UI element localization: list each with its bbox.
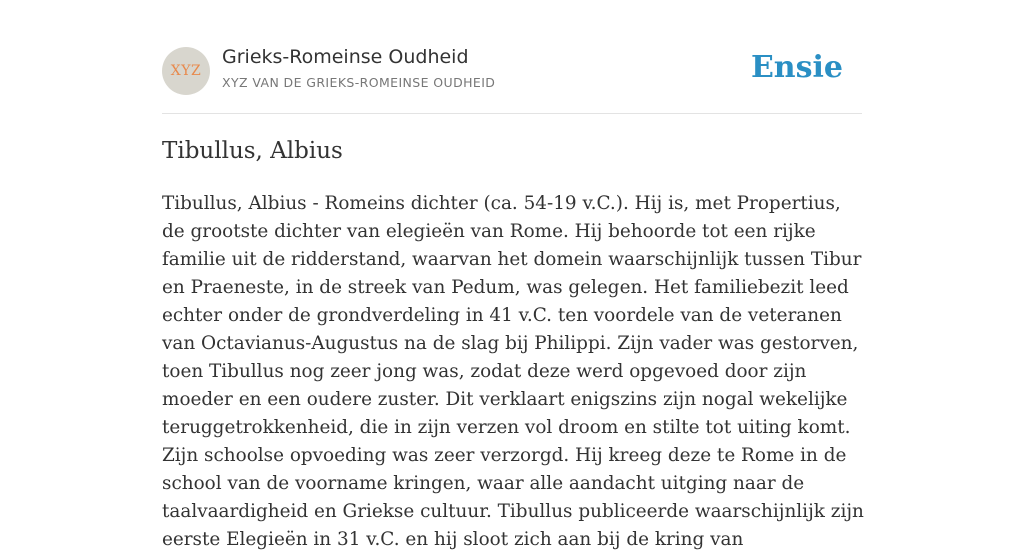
avatar[interactable]: XYZ [162, 47, 210, 95]
article-title: Tibullus, Albius [162, 138, 343, 164]
article-body: Tibullus, Albius - Romeins dichter (ca. 54-19 v.C.). Hij is, met Propertius, de grootste dichter van elegieën van Rome. Hij behoorde tot een rijke familie uit de ridderstand, waarvan het domein waarschijnlijk tussen Tibur en Praeneste, in de streek van Pedum, was gelegen. Het familiebezit leed echter onder de grondverdeling in 41 v.C. ten voordele van de veteranen van Octavianus-Augustus na de slag bij Philippi. Zijn vader was gestorven, toen Tibullus nog zeer jong was, zodat deze werd opgevoed door zijn moeder en een oudere zuster. Dit verklaart enigszins zijn nogal wekelijke teruggetrokkenheid, die in zijn verzen vol droom en stilte tot uiting komt. Zijn schoolse opvoeding was zeer verzorgd. Hij kreeg deze te Rome in de school van de voorname kringen, waar alle aandacht uitging naar de taalvaardigheid en Griekse cultuur. Tibullus publiceerde waarschijnlijk zijn eerste Elegieën in 31 v.C. en hij sloot zich aan bij de kring van [162, 193, 864, 550]
header-divider [162, 113, 862, 114]
brand-logo[interactable]: Ensie [750, 50, 843, 85]
site-header [162, 46, 862, 96]
site-subtitle: XYZ VAN DE GRIEKS-ROMEINSE OUDHEID [222, 75, 496, 90]
site-title[interactable]: Grieks-Romeinse Oudheid [222, 46, 469, 68]
